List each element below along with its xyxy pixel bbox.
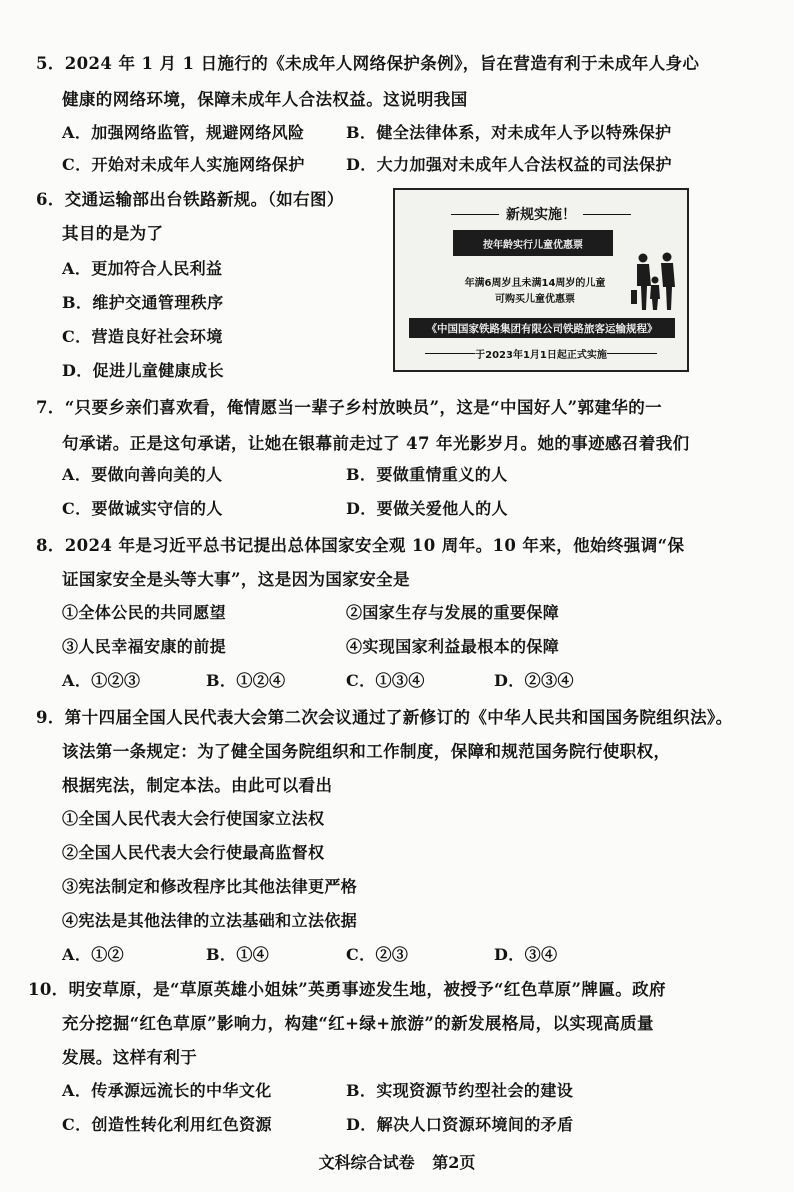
q9-stem-line2: 该法第一条规定：为了健全国务院组织和工作制度，保障和规范国务院行使职权， [62, 742, 671, 761]
footer-page-number: 第2页 [432, 1153, 476, 1172]
q9-stem-line1: 9．第十四届全国人民代表大会第二次会议通过了新修订的《中华人民共和国国务院组织法》。 [36, 708, 733, 727]
q8-option-c: C．①③④ [346, 671, 425, 690]
q9-statement-2: ②全国人民代表大会行使最高监督权 [62, 843, 325, 862]
q7-stem-line2: 句承诺。正是这句承诺，让她在银幕前走过了 47 年光影岁月。她的事迹感召着我们 [62, 434, 690, 453]
q7-option-b: B．要做重情重义的人 [346, 465, 508, 484]
q5-option-c: C．开始对未成年人实施网络保护 [62, 155, 305, 174]
notice-sub-line2: 可购买儿童优惠票 [495, 294, 575, 305]
q10-stem-line1: 10．明安草原，是“草原英雄小姐妹”英勇事迹发生地，被授予“红色草原”牌匾。政府 [28, 980, 666, 999]
q10-stem-line2: 充分挖掘“红色草原”影响力，构建“红+绿+旅游”的新发展格局，以实现高质量 [62, 1014, 654, 1033]
q6-option-b: B．维护交通管理秩序 [62, 293, 224, 312]
notice-sub-line1: 年满6周岁且未满14周岁的儿童 [464, 278, 606, 289]
q9-statement-3: ③宪法制定和修改程序比其他法律更严格 [62, 877, 358, 896]
q9-option-c: C．②③ [346, 945, 409, 964]
q10-option-b: B．实现资源节约型社会的建设 [346, 1081, 574, 1100]
q8-option-b: B．①②④ [206, 671, 286, 690]
notice-effective-date: 于2023年1月1日起正式实施 [475, 350, 607, 361]
q9-stem-line3: 根据宪法，制定本法。由此可以看出 [62, 776, 333, 795]
q8-option-a: A．①②③ [62, 671, 141, 690]
q6-stem-line1: 6．交通运输部出台铁路新规。（如右图） [36, 190, 344, 209]
q10-stem-line3: 发展。这样有利于 [62, 1048, 198, 1067]
q6-stem-line2: 其目的是为了 [62, 224, 164, 243]
q5-option-b: B．健全法律体系，对未成年人予以特殊保护 [346, 123, 672, 142]
q9-option-a: A．①② [62, 945, 125, 964]
q8-statement-1: ①全体公民的共同愿望 [62, 603, 227, 622]
q8-stem-line2: 证国家安全是头等大事”，这是因为国家安全是 [62, 570, 410, 589]
q8-statement-3: ③人民幸福安康的前提 [62, 637, 227, 656]
page-footer [0, 1150, 794, 1173]
q7-option-d: D．要做关爱他人的人 [346, 499, 508, 518]
q6-option-c: C．营造良好社会环境 [62, 327, 223, 346]
notice-banner: 按年龄实行儿童优惠票 [453, 230, 613, 256]
q10-option-d: D．解决人口资源环境间的矛盾 [346, 1115, 574, 1134]
q7-stem-line1: 7．“只要乡亲们喜欢看，俺情愿当一辈子乡村放映员”，这是“中国好人”郭建华的一 [36, 398, 663, 417]
q9-option-d: D．③④ [494, 945, 558, 964]
q10-option-a: A．传承源远流长的中华文化 [62, 1081, 272, 1100]
notice-title: 新规实施！ [506, 207, 576, 223]
q7-option-c: C．要做诚实守信的人 [62, 499, 223, 518]
q7-option-a: A．要做向善向美的人 [62, 465, 223, 484]
q10-option-c: C．创造性转化利用红色资源 [62, 1115, 272, 1134]
q6-option-d: D．促进儿童健康成长 [62, 361, 224, 380]
notice-date-rule-right [607, 353, 657, 354]
q5-stem-line2: 健康的网络环境，保障未成年人合法权益。这说明我国 [62, 90, 468, 109]
family-silhouette-icon [631, 252, 681, 312]
q8-option-d: D．②③④ [494, 671, 574, 690]
q6-option-a: A．更加符合人民利益 [62, 259, 223, 278]
notice-regulation-bar: 《中国国家铁路集团有限公司铁路旅客运输规程》 [409, 318, 675, 338]
q8-statement-4: ④实现国家利益最根本的保障 [346, 637, 560, 656]
q9-statement-1: ①全国人民代表大会行使国家立法权 [62, 809, 325, 828]
q5-stem-line1: 5．2024 年 1 月 1 日施行的《未成年人网络保护条例》，旨在营造有利于未成年人身心 [36, 54, 700, 73]
q5-option-d: D．大力加强对未成年人合法权益的司法保护 [346, 155, 672, 174]
q8-stem-line1: 8．2024 年是习近平总书记提出总体国家安全观 10 周年。10 年来，他始终强调“保 [36, 536, 685, 555]
notice-title-rule-right [583, 214, 631, 215]
q8-statement-2: ②国家生存与发展的重要保障 [346, 603, 560, 622]
q5-option-a: A．加强网络监管，规避网络风险 [62, 123, 305, 142]
q9-statement-4: ④宪法是其他法律的立法基础和立法依据 [62, 911, 358, 930]
railway-notice-figure [393, 188, 689, 372]
footer-subject: 文科综合试卷 [318, 1153, 415, 1172]
q9-option-b: B．①④ [206, 945, 270, 964]
